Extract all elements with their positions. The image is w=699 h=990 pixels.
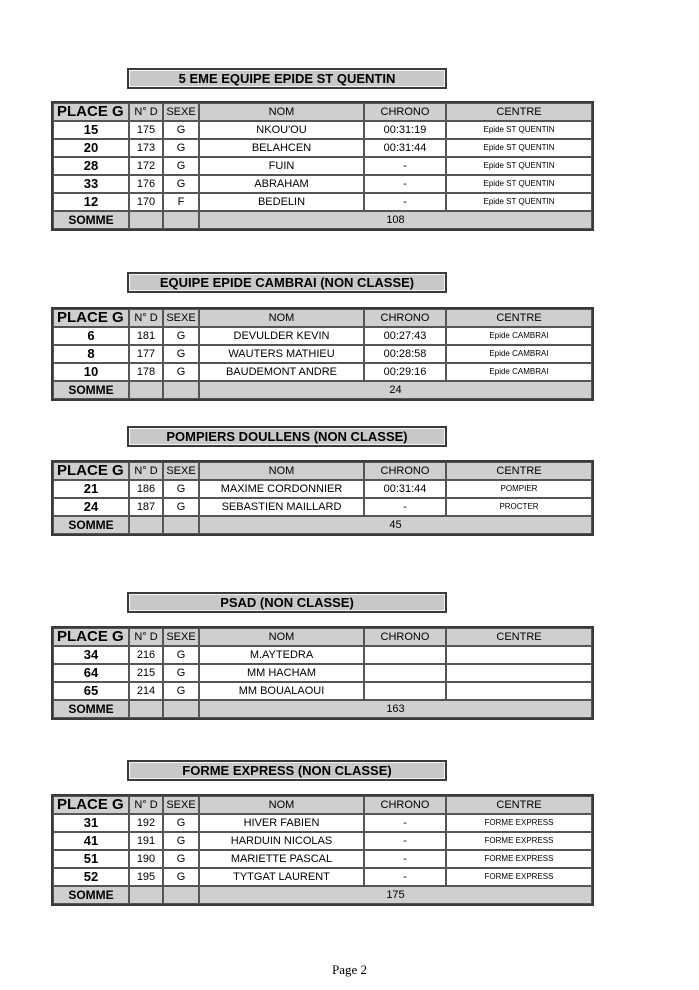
place-cell: 24 (53, 498, 129, 516)
centre-cell (446, 682, 592, 700)
empty-cell (163, 886, 199, 904)
table-header-row (53, 796, 592, 814)
header-place: PLACE G (53, 462, 129, 480)
table-row (53, 682, 592, 700)
empty-cell (163, 700, 199, 718)
header-sexe: SEXE (163, 103, 199, 121)
empty-cell (129, 381, 163, 399)
nom-cell: BEDELIN (199, 193, 364, 211)
table-header-row (53, 628, 592, 646)
sum-label: SOMME (53, 211, 129, 229)
place-cell: 41 (53, 832, 129, 850)
place-cell: 64 (53, 664, 129, 682)
sexe-cell: G (163, 682, 199, 700)
sexe-cell: G (163, 157, 199, 175)
header-nom: NOM (199, 309, 364, 327)
nom-cell: TYTGAT LAURENT (199, 868, 364, 886)
header-nom: NOM (199, 628, 364, 646)
empty-cell (163, 211, 199, 229)
header-centre: CENTRE (446, 309, 592, 327)
header-sexe: SEXE (163, 796, 199, 814)
chrono-cell: 00:29:16 (364, 363, 446, 381)
table-row (53, 480, 592, 498)
header-chrono: CHRONO (364, 796, 446, 814)
table-row (53, 327, 592, 345)
chrono-cell: - (364, 814, 446, 832)
nd-cell: 186 (129, 480, 163, 498)
nom-cell: FUIN (199, 157, 364, 175)
chrono-cell (364, 646, 446, 664)
nd-cell: 172 (129, 157, 163, 175)
sum-value: 45 (199, 516, 592, 534)
team-title: POMPIERS DOULLENS (NON CLASSE) (127, 426, 447, 447)
header-place: PLACE G (53, 103, 129, 121)
place-cell: 21 (53, 480, 129, 498)
table-row (53, 868, 592, 886)
table-header-row (53, 462, 592, 480)
nom-cell: ABRAHAM (199, 175, 364, 193)
table-header-row (53, 309, 592, 327)
sexe-cell: G (163, 121, 199, 139)
header-nd: N° D (129, 103, 163, 121)
table-row (53, 814, 592, 832)
chrono-cell: - (364, 498, 446, 516)
sum-label: SOMME (53, 516, 129, 534)
sexe-cell: G (163, 850, 199, 868)
table-row (53, 850, 592, 868)
results-table (51, 794, 594, 906)
nom-cell: MARIETTE PASCAL (199, 850, 364, 868)
sum-row (53, 886, 592, 904)
nd-cell: 178 (129, 363, 163, 381)
table-row (53, 646, 592, 664)
nd-cell: 170 (129, 193, 163, 211)
place-cell: 31 (53, 814, 129, 832)
sexe-cell: G (163, 327, 199, 345)
header-place: PLACE G (53, 796, 129, 814)
header-centre: CENTRE (446, 628, 592, 646)
sexe-cell: G (163, 175, 199, 193)
sum-value: 175 (199, 886, 592, 904)
centre-cell (446, 664, 592, 682)
sexe-cell: G (163, 664, 199, 682)
header-place: PLACE G (53, 309, 129, 327)
header-nd: N° D (129, 796, 163, 814)
nd-cell: 177 (129, 345, 163, 363)
nom-cell: HIVER FABIEN (199, 814, 364, 832)
header-centre: CENTRE (446, 462, 592, 480)
sum-row (53, 381, 592, 399)
empty-cell (129, 886, 163, 904)
sexe-cell: G (163, 498, 199, 516)
centre-cell: FORME EXPRESS (446, 814, 592, 832)
place-cell: 6 (53, 327, 129, 345)
chrono-cell: 00:31:19 (364, 121, 446, 139)
empty-cell (163, 516, 199, 534)
sum-label: SOMME (53, 381, 129, 399)
sum-label: SOMME (53, 700, 129, 718)
nd-cell: 175 (129, 121, 163, 139)
centre-cell: Epide ST QUENTIN (446, 121, 592, 139)
place-cell: 65 (53, 682, 129, 700)
sum-value: 24 (199, 381, 592, 399)
sexe-cell: G (163, 139, 199, 157)
place-cell: 28 (53, 157, 129, 175)
nd-cell: 187 (129, 498, 163, 516)
chrono-cell: - (364, 157, 446, 175)
nd-cell: 215 (129, 664, 163, 682)
sum-value: 108 (199, 211, 592, 229)
header-nom: NOM (199, 103, 364, 121)
sexe-cell: G (163, 868, 199, 886)
sum-label: SOMME (53, 886, 129, 904)
nd-cell: 192 (129, 814, 163, 832)
table-row (53, 664, 592, 682)
header-nd: N° D (129, 309, 163, 327)
sum-row (53, 700, 592, 718)
chrono-cell (364, 664, 446, 682)
place-cell: 15 (53, 121, 129, 139)
header-chrono: CHRONO (364, 309, 446, 327)
results-table (51, 626, 594, 720)
centre-cell: Epide CAMBRAI (446, 345, 592, 363)
sexe-cell: G (163, 814, 199, 832)
team-title: EQUIPE EPIDE CAMBRAI (NON CLASSE) (127, 272, 447, 293)
place-cell: 12 (53, 193, 129, 211)
nom-cell: SEBASTIEN MAILLARD (199, 498, 364, 516)
nd-cell: 173 (129, 139, 163, 157)
empty-cell (129, 211, 163, 229)
chrono-cell: 00:27:43 (364, 327, 446, 345)
header-chrono: CHRONO (364, 462, 446, 480)
header-sexe: SEXE (163, 628, 199, 646)
centre-cell: Epide CAMBRAI (446, 363, 592, 381)
centre-cell (446, 646, 592, 664)
team-title: PSAD (NON CLASSE) (127, 592, 447, 613)
place-cell: 52 (53, 868, 129, 886)
nom-cell: HARDUIN NICOLAS (199, 832, 364, 850)
header-nd: N° D (129, 628, 163, 646)
page-number: Page 2 (331, 962, 368, 977)
table-row (53, 363, 592, 381)
table-header-row (53, 103, 592, 121)
nd-cell: 214 (129, 682, 163, 700)
nom-cell: BAUDEMONT ANDRE (199, 363, 364, 381)
chrono-cell: 00:31:44 (364, 139, 446, 157)
results-table (51, 307, 594, 401)
table-row (53, 175, 592, 193)
header-sexe: SEXE (163, 462, 199, 480)
results-table (51, 460, 594, 536)
chrono-cell: 00:31:44 (364, 480, 446, 498)
centre-cell: POMPIER (446, 480, 592, 498)
header-place: PLACE G (53, 628, 129, 646)
place-cell: 33 (53, 175, 129, 193)
table-row (53, 121, 592, 139)
nd-cell: 216 (129, 646, 163, 664)
chrono-cell: - (364, 850, 446, 868)
place-cell: 20 (53, 139, 129, 157)
chrono-cell: - (364, 193, 446, 211)
header-centre: CENTRE (446, 796, 592, 814)
centre-cell: Epide ST QUENTIN (446, 157, 592, 175)
centre-cell: FORME EXPRESS (446, 850, 592, 868)
sexe-cell: G (163, 646, 199, 664)
nom-cell: MM BOUALAOUI (199, 682, 364, 700)
header-chrono: CHRONO (364, 103, 446, 121)
centre-cell: Epide ST QUENTIN (446, 175, 592, 193)
nom-cell: MAXIME CORDONNIER (199, 480, 364, 498)
nom-cell: WAUTERS MATHIEU (199, 345, 364, 363)
chrono-cell: - (364, 868, 446, 886)
nd-cell: 176 (129, 175, 163, 193)
table-row (53, 832, 592, 850)
table-row (53, 139, 592, 157)
nom-cell: MM HACHAM (199, 664, 364, 682)
place-cell: 8 (53, 345, 129, 363)
team-title: 5 EME EQUIPE EPIDE ST QUENTIN (127, 68, 447, 89)
sexe-cell: G (163, 345, 199, 363)
chrono-cell (364, 682, 446, 700)
table-row (53, 345, 592, 363)
header-nd: N° D (129, 462, 163, 480)
sexe-cell: G (163, 832, 199, 850)
centre-cell: Epide ST QUENTIN (446, 193, 592, 211)
results-table (51, 101, 594, 231)
centre-cell: PROCTER (446, 498, 592, 516)
place-cell: 51 (53, 850, 129, 868)
empty-cell (129, 516, 163, 534)
header-chrono: CHRONO (364, 628, 446, 646)
header-nom: NOM (199, 462, 364, 480)
nd-cell: 181 (129, 327, 163, 345)
sexe-cell: G (163, 363, 199, 381)
nom-cell: M.AYTEDRA (199, 646, 364, 664)
sum-row (53, 211, 592, 229)
centre-cell: FORME EXPRESS (446, 832, 592, 850)
empty-cell (163, 381, 199, 399)
nd-cell: 190 (129, 850, 163, 868)
centre-cell: Epide ST QUENTIN (446, 139, 592, 157)
chrono-cell: - (364, 175, 446, 193)
sum-value: 163 (199, 700, 592, 718)
nd-cell: 191 (129, 832, 163, 850)
table-row (53, 498, 592, 516)
sum-row (53, 516, 592, 534)
empty-cell (129, 700, 163, 718)
nom-cell: DEVULDER KEVIN (199, 327, 364, 345)
nom-cell: NKOU'OU (199, 121, 364, 139)
centre-cell: FORME EXPRESS (446, 868, 592, 886)
sexe-cell: G (163, 480, 199, 498)
team-title: FORME EXPRESS (NON CLASSE) (127, 760, 447, 781)
centre-cell: Epide CAMBRAI (446, 327, 592, 345)
place-cell: 10 (53, 363, 129, 381)
chrono-cell: - (364, 832, 446, 850)
nd-cell: 195 (129, 868, 163, 886)
header-centre: CENTRE (446, 103, 592, 121)
place-cell: 34 (53, 646, 129, 664)
chrono-cell: 00:28:58 (364, 345, 446, 363)
nom-cell: BELAHCEN (199, 139, 364, 157)
header-sexe: SEXE (163, 309, 199, 327)
header-nom: NOM (199, 796, 364, 814)
table-row (53, 193, 592, 211)
sexe-cell: F (163, 193, 199, 211)
table-row (53, 157, 592, 175)
